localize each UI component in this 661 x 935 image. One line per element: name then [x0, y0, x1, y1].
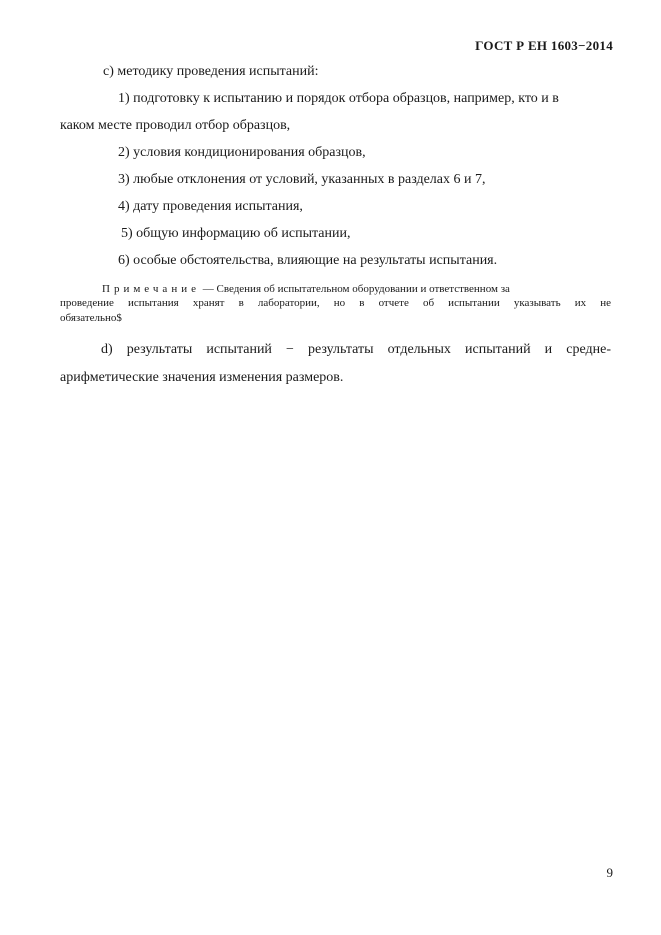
page-number: 9	[606, 865, 613, 880]
sub-item-2: 2) условия кондиционирования образцов,	[118, 145, 366, 160]
item-d-line-1: d) результаты испытаний − результаты отдельных испытаний и средне-	[101, 342, 611, 357]
sub-item-4: 4) дату проведения испытания,	[118, 199, 303, 214]
document-code-header: ГОСТ Р ЕН 1603−2014	[475, 38, 613, 53]
note-line-3: обязательно$	[60, 312, 122, 324]
sub-item-1-line-1: 1) подготовку к испытанию и порядок отбора образцов, например, кто и в	[118, 91, 559, 106]
item-d-line-2: арифметические значения изменения размеров.	[60, 370, 344, 385]
note-line-1	[102, 283, 510, 296]
note-line-1-text: — Сведения об испытательном оборудовании и ответственном за	[199, 283, 510, 295]
note-label: Примечание	[102, 283, 200, 295]
item-c-test-method: c) методику проведения испытаний:	[103, 64, 319, 79]
sub-item-6: 6) особые обстоятельства, влияющие на результаты испытания.	[118, 253, 498, 268]
note-line-2: проведение испытания хранят в лаборатории, но в отчете об испытании указывать их не	[60, 297, 611, 309]
sub-item-3: 3) любые отклонения от условий, указанных в разделах 6 и 7,	[118, 172, 486, 187]
sub-item-5: 5) общую информацию об испытании,	[121, 226, 351, 241]
sub-item-1-line-2: каком месте проводил отбор образцов,	[60, 118, 291, 133]
